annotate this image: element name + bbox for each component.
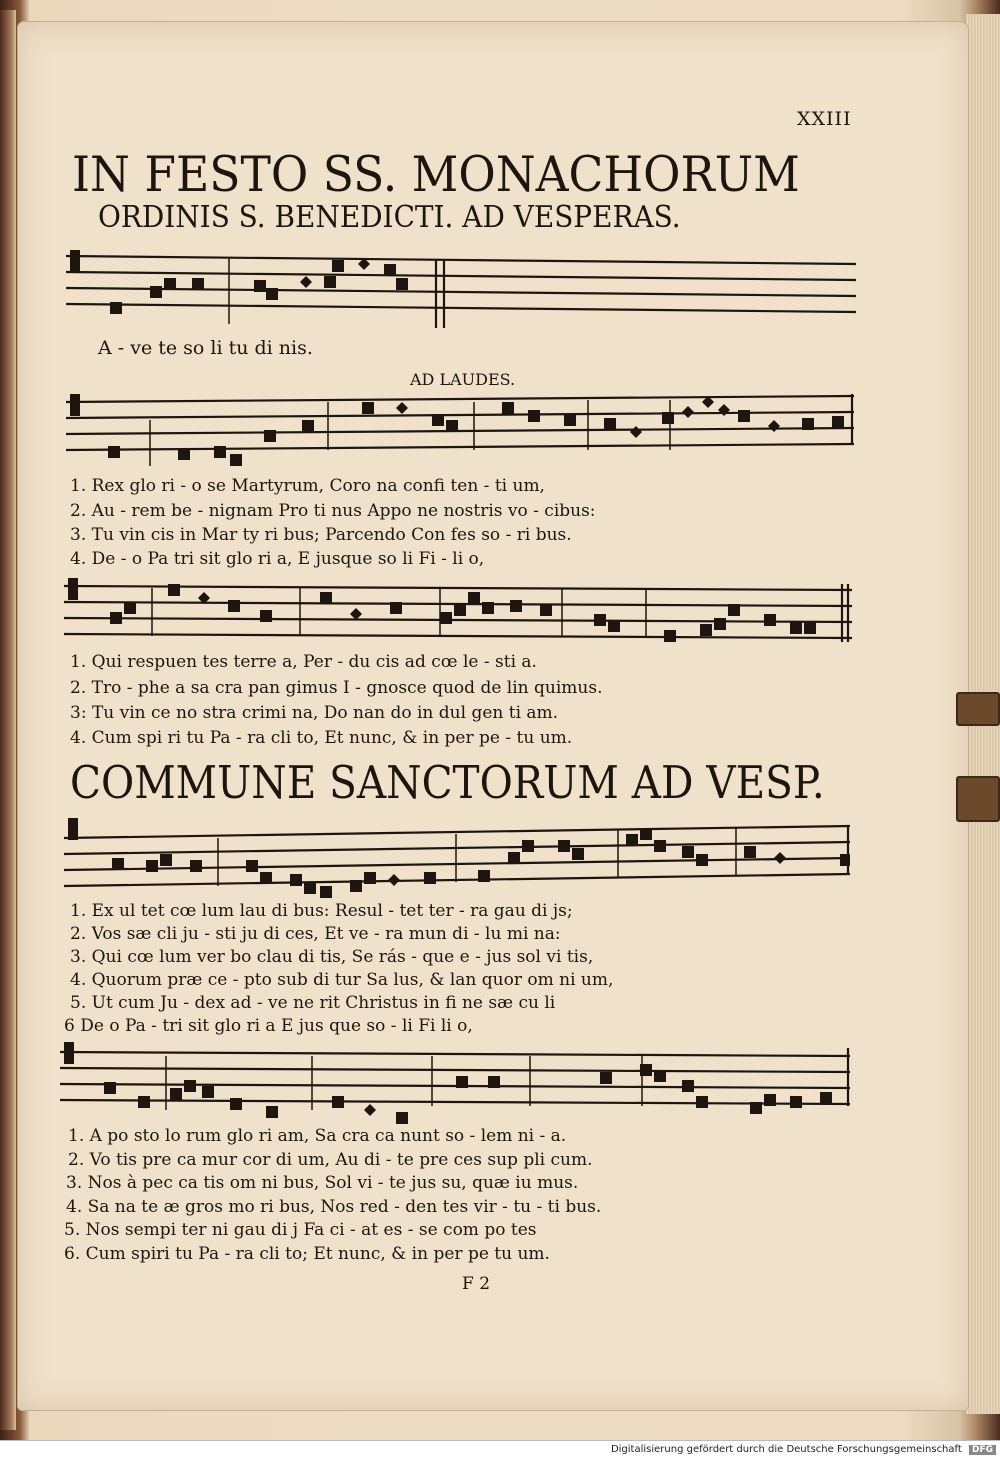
staff-svg xyxy=(64,816,856,900)
page-number: XXIII xyxy=(797,108,852,130)
lyric-line: 3. Nos à pec ca tis om ni bus, Sol vi - te jus su, quæ iu mus. xyxy=(66,1173,579,1193)
subheading-ad-laudes: AD LAUDES. xyxy=(410,370,516,389)
lyric-line: 4. Cum spi ri tu Pa - ra cli to, Et nunc, & in per pe - tu um. xyxy=(70,728,573,748)
signature-mark: F 2 xyxy=(462,1274,491,1294)
footer-bar xyxy=(0,1440,1000,1460)
lyric-line: 4. Sa na te æ gros mo ri bus, Nos red - den tes vir - tu - ti bus. xyxy=(66,1197,602,1217)
music-staff-commune-1 xyxy=(64,816,856,900)
lyric-vesperas: A - ve te so li tu di nis. xyxy=(98,337,313,359)
lyric-line: 1. A po sto lo rum glo ri am, Sa cra ca nunt so - lem ni - a. xyxy=(68,1126,567,1146)
lyric-line: 6 De o Pa - tri sit glo ri a E jus que so - li Fi li o, xyxy=(64,1016,473,1036)
clasp-upper xyxy=(956,692,1000,726)
lyric-line: 6. Cum spiri tu Pa - ra cli to; Et nunc, & in per pe tu um. xyxy=(64,1244,550,1264)
lyric-line: 4. De - o Pa tri sit glo ri a, E jusque so li Fi - li o, xyxy=(70,549,485,569)
lyric-line: 2. Vos sæ cli ju - sti ju di ces, Et ve - ra mun di - lu mi na: xyxy=(70,924,561,944)
title-commune-sanctorum: COMMUNE SANCTORUM AD VESP. xyxy=(70,756,825,809)
staff-svg xyxy=(66,244,858,334)
music-staff-laudes-2 xyxy=(64,574,856,654)
lyric-line: 1. Ex ul tet cœ lum lau di bus: Resul - tet ter - ra gau di js; xyxy=(70,901,573,921)
lyric-line: 3. Qui cœ lum ver bo clau di tis, Se rás - que e - jus sol vi tis, xyxy=(70,947,594,967)
dfg-logo: DFG xyxy=(969,1445,996,1455)
lyric-line: 2. Vo tis pre ca mur cor di um, Au di - te pre ces sup pli cum. xyxy=(68,1150,593,1170)
staff-svg xyxy=(66,390,858,474)
lyric-line: 5. Nos sempi ter ni gau di j Fa ci - at es - se com po tes xyxy=(64,1220,537,1240)
lyric-line: 3: Tu vin ce no stra crimi na, Do nan do in dul gen ti am. xyxy=(70,703,559,723)
lyric-line: 2. Au - rem be - nignam Pro ti nus Appo ne nostris vo - cibus: xyxy=(70,501,596,521)
lyric-line: 2. Tro - phe a sa cra pan gimus I - gnosce quod de lin quimus. xyxy=(70,678,603,698)
music-staff-commune-2 xyxy=(60,1040,856,1124)
lyric-line: 5. Ut cum Ju - dex ad - ve ne rit Christus in fi ne sæ cu li xyxy=(70,993,556,1013)
lyric-line: 1. Qui respuen tes terre a, Per - du cis ad cœ le - sti a. xyxy=(70,652,537,672)
lyric-line: 3. Tu vin cis in Mar ty ri bus; Parcendo Con fes so - ri bus. xyxy=(70,525,572,545)
book-binding-left xyxy=(0,10,16,1430)
staff-svg xyxy=(64,574,856,654)
footer-text: Digitalisierung gefördert durch die Deutsche Forschungsgemeinschaft xyxy=(610,1444,962,1455)
title-line-1: IN FESTO SS. MONACHORUM xyxy=(72,146,800,203)
clasp-lower xyxy=(956,776,1000,822)
title-line-2: ORDINIS S. BENEDICTI. AD VESPERAS. xyxy=(98,200,681,235)
music-staff-vesperas xyxy=(66,244,858,334)
staff-svg xyxy=(60,1040,856,1124)
music-staff-laudes-1 xyxy=(66,390,858,474)
lyric-line: 4. Quorum præ ce - pto sub di tur Sa lus, & lan quor om ni um, xyxy=(70,970,614,990)
lyric-line: 1. Rex glo ri - o se Martyrum, Coro na confi ten - ti um, xyxy=(70,476,545,496)
